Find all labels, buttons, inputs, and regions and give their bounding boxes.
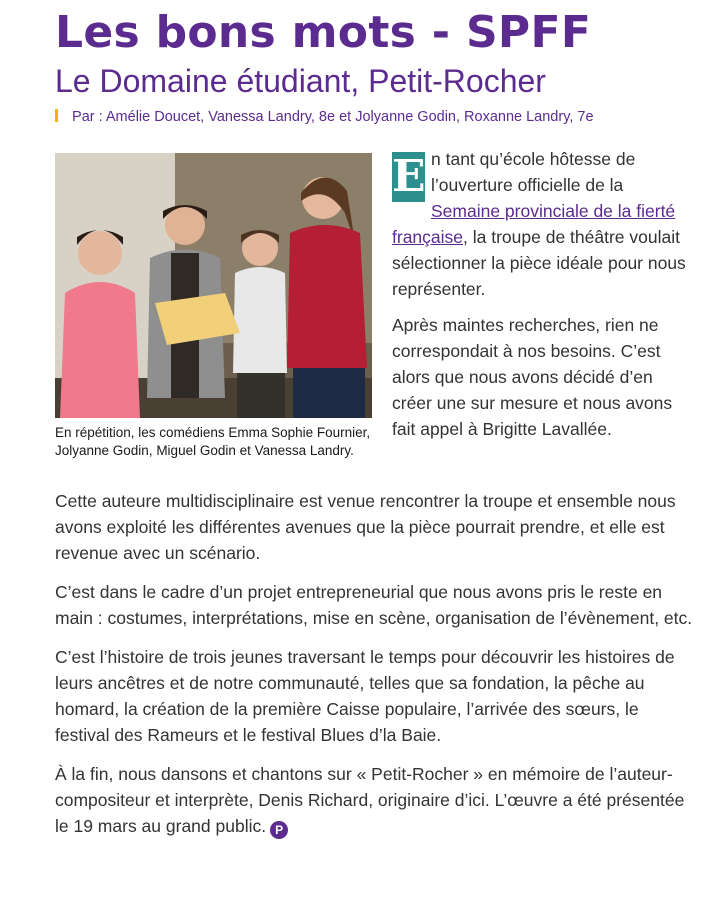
- byline-authors: Amélie Doucet, Vanessa Landry, 8e et Jolyanne Godin, Roxanne Landry, 7e: [105, 109, 594, 125]
- body-paragraph-2: C’est dans le cadre d’un projet entrepreneurial que nous avons pris le reste en main : costumes, interprétations, mise en scène, organisation de l’évènement, etc.: [55, 582, 693, 628]
- article-subtitle: Le Domaine étudiant, Petit-Rocher: [55, 63, 546, 99]
- end-of-article-icon: P: [270, 821, 288, 839]
- intro-text-start: n tant qu’école hôtesse de l’ouverture officielle de la: [431, 149, 636, 195]
- body-paragraph-1: Cette auteure multidisciplinaire est venue rencontrer la troupe et ensemble nous avons exploité les différentes avenues que la pièce pourrait prendre, et elle est revenue avec un scénario.: [55, 491, 676, 563]
- intro-paragraph-2: Après maintes recherches, rien ne correspondait à nos besoins. C’est alors que nous avons décidé d’en créer une sur mesure et nous avons fait appel à Brigitte Lavallée.: [392, 315, 673, 439]
- intro-text-end: , la troupe de théâtre voulait sélectionner la pièce idéale pour nous représenter.: [392, 227, 686, 299]
- body-paragraph-4: [55, 761, 695, 839]
- body-paragraph-3: C’est l’histoire de trois jeunes traversant le temps pour découvrir les histoires de leurs ancêtres et de notre communauté, telles que sa fondation, la pêche au homard, la création de la première Caisse populaire, l’arrivée des sœurs, le festival des Rameurs et le festival Blues d’la Baie.: [55, 647, 675, 745]
- rehearsal-photo: [55, 153, 372, 418]
- body-paragraph-4-text: À la fin, nous dansons et chantons sur « Petit-Rocher » en mémoire de l’auteur-compositeur et interprète, Denis Richard, originaire d’ici. L’œuvre a été présentée le 19 mars au grand public.: [55, 764, 685, 836]
- article-body: [55, 488, 695, 852]
- intro-column: [392, 146, 692, 442]
- drop-cap: E: [392, 151, 426, 202]
- photo-caption: En répétition, les comédiens Emma Sophie Fournier, Jolyanne Godin, Miguel Godin et Vanessa Landry.: [55, 425, 371, 458]
- byline-prefix: Par :: [72, 109, 103, 125]
- fierte-francaise-link[interactable]: Semaine provinciale de la fierté française: [392, 201, 676, 247]
- article-title: Les bons mots - SPFF: [55, 7, 592, 58]
- byline-bar: [55, 109, 58, 122]
- intro-paragraph-1: [392, 146, 692, 302]
- byline: [55, 107, 594, 127]
